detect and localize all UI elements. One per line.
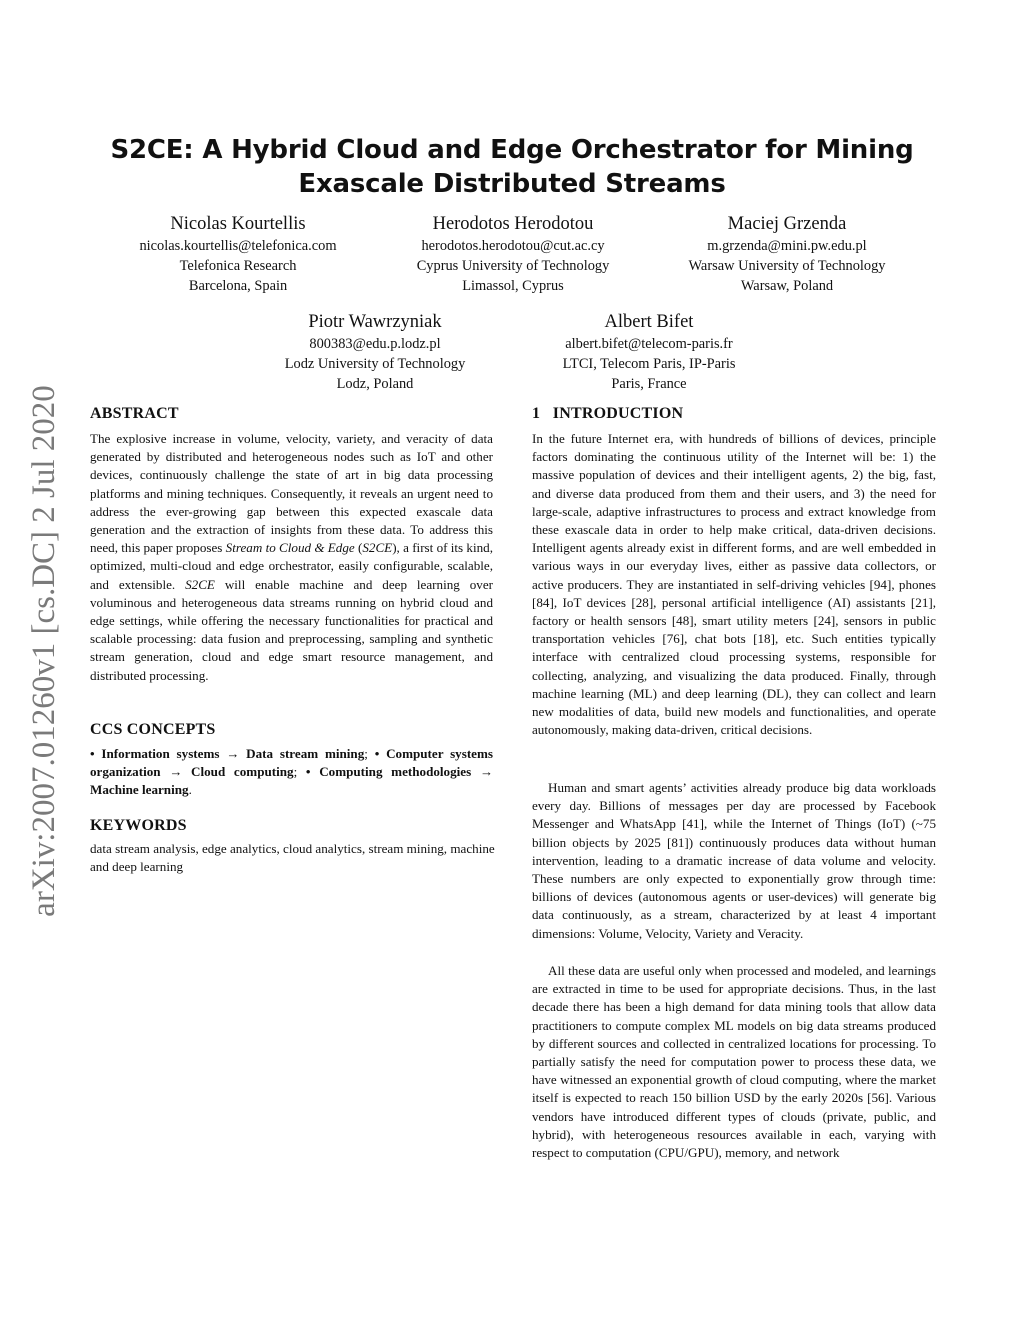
author-affiliation: Warsaw University of Technology [688,258,886,274]
author-affiliation: Telefonica Research [179,258,297,274]
author-block-5 [519,310,779,394]
author-email: nicolas.kourtellis@telefonica.com [139,238,337,254]
ccs-concept-computer-systems: • Computer systems organization → Cloud computing [90,746,493,780]
author-block-4 [245,310,505,394]
paper-title-line-2: Exascale Distributed Streams [298,169,726,199]
author-name: Herodotos Herodotou [432,214,594,234]
ccs-concepts-text: • Information systems → Data stream mining; • Computer systems organization → Cloud computing; • Computing methodologies → Machine learning. [90,746,493,798]
author-email: 800383@edu.p.lodz.pl [309,336,441,352]
ccs-concept-information-systems: • Information systems → Data stream mining [90,746,365,761]
author-block-1 [108,212,368,296]
keywords-heading: KEYWORDS [90,817,187,834]
intro-paragraph-1: In the future Internet era, with hundreds of billions of devices, principle factors dominating the continuous utility of the Internet will be: 1) the massive population of devices and their intelligent agents, 2) the big, fast, and diverse data produced from them and their users, and 3) the need for large-scale, adaptive infrastructures to process and extract knowledge from these exascale data in order to help make critical, data-driven decisions. Intelligent agents already exist in different forms, and are well embedded in various ways in our everyday lives, either as passive data collectors, or active producers. They are instantiated in self-driving vehicles [94], phones [84], IoT devices [28], personal artificial intelligence (AI) assistants [21], factory or health sensors [48], smart utility meters [24], sensors in public transportation vehicles [76], chat bots [18], etc. Such entities typically interface with centralized cloud processing systems, responsible for collecting, analyzing, and visualizing the data produced. Finally, through machine learning (ML) and deep learning (DL), they can collect and learn new modalities of data, build new models and functionalities, and operate autonomously, making data-driven, critical decisions. [532,431,936,738]
system-acronym-italic: S2CE [362,540,393,556]
author-email: m.grzenda@mini.pw.edu.pl [707,238,867,254]
abstract-text: The explosive increase in volume, velocity, variety, and veracity of data generated by distributed and heterogeneous nodes such as IoT and other devices, continuously challenge the state of art in big data processing platforms and mining techniques. Consequently, it reveals an urgent need to address the ever-growing gap between this expected exascale data generation and the extraction of insights from these data. To address this need, this paper proposes Stream to Cloud & Edge (S2CE), a first of its kind, optimized, multi-cloud and edge orchestrator, easily configurable, scalable, and extensible. S2CE will enable machine and deep learning over voluminous and heterogeneous data streams running on hybrid cloud and edge settings, while offering the necessary functionalities for practical and scalable processing: data fusion and preprocessing, sampling and synthetic stream generation, cloud and edge smart resource management, and distributed processing. [90,431,493,683]
author-name: Nicolas Kourtellis [170,214,306,234]
intro-paragraph-3: All these data are useful only when processed and modeled, and learnings are extracted in time to be used for appropriate decisions. Thus, in the last decade there has been a high demand for data mining tools that allow data practitioners to compute complex ML models on big data streams produced by different sources and collected in centralized locations for processing. To partially satisfy the need for computation power to process these data, we have witnessed an exponential growth of cloud computing, where the market itself is expected to reach 150 billion USD by the early 2020s [56]. Various vendors have introduced different types of clouds (private, public, and hybrid), with heterogeneous resources available in each, varying with respect to computation (CPU/GPU), memory, and network [532,963,936,1161]
paper-title [80,133,944,201]
author-location: Warsaw, Poland [740,278,834,294]
abstract-heading: ABSTRACT [90,405,179,422]
author-name: Albert Bifet [604,312,694,332]
author-location: Limassol, Cyprus [462,278,564,294]
ccs-concepts-heading: CCS CONCEPTS [90,721,216,738]
ccs-concept-computing-methodologies: • Computing methodologies → Machine learning [90,764,493,798]
author-name: Piotr Wawrzyniak [308,312,442,332]
author-location: Barcelona, Spain [188,278,288,294]
system-acronym-italic: S2CE [185,576,215,592]
intro-paragraph-2: Human and smart agents’ activities already produce big data workloads every day. Billions of messages per day are processed by Facebook Messenger and WhatsApp [41], while the Internet of Things (IoT) (~75 billion objects by 2025 [81]) continuously produces data without human intervention, leading to a dramatic increase of data volume and velocity. These numbers are only expected to exponentially grow through time: billions of devices (autonomous agents or user-devices) will generate big data continuously, as a stream, characterized by at least 4 important dimensions: Volume, Velocity, Variety and Veracity. [532,780,936,941]
arxiv-identifier-stamp: arXiv:2007.01260v1 [cs.DC] 2 Jul 2020 [26,385,62,917]
author-block-2 [383,212,643,296]
keywords-text: data stream analysis, edge analytics, cloud analytics, stream mining, machine and deep learning [90,841,495,875]
author-affiliation: LTCI, Telecom Paris, IP-Paris [562,356,736,372]
author-affiliation: Lodz University of Technology [284,356,466,372]
author-block-3 [657,212,917,296]
author-affiliation: Cyprus University of Technology [416,258,610,274]
author-email: herodotos.herodotou@cut.ac.cy [421,238,605,254]
author-location: Lodz, Poland [336,376,414,392]
author-name: Maciej Grzenda [727,214,847,234]
author-email: albert.bifet@telecom-paris.fr [565,336,733,352]
system-name-italic: Stream to Cloud & Edge [225,540,355,556]
paper-title-line-1: S2CE: A Hybrid Cloud and Edge Orchestrator for Mining [110,135,914,165]
introduction-heading: 1 INTRODUCTION [532,405,684,422]
author-location: Paris, France [611,376,687,392]
